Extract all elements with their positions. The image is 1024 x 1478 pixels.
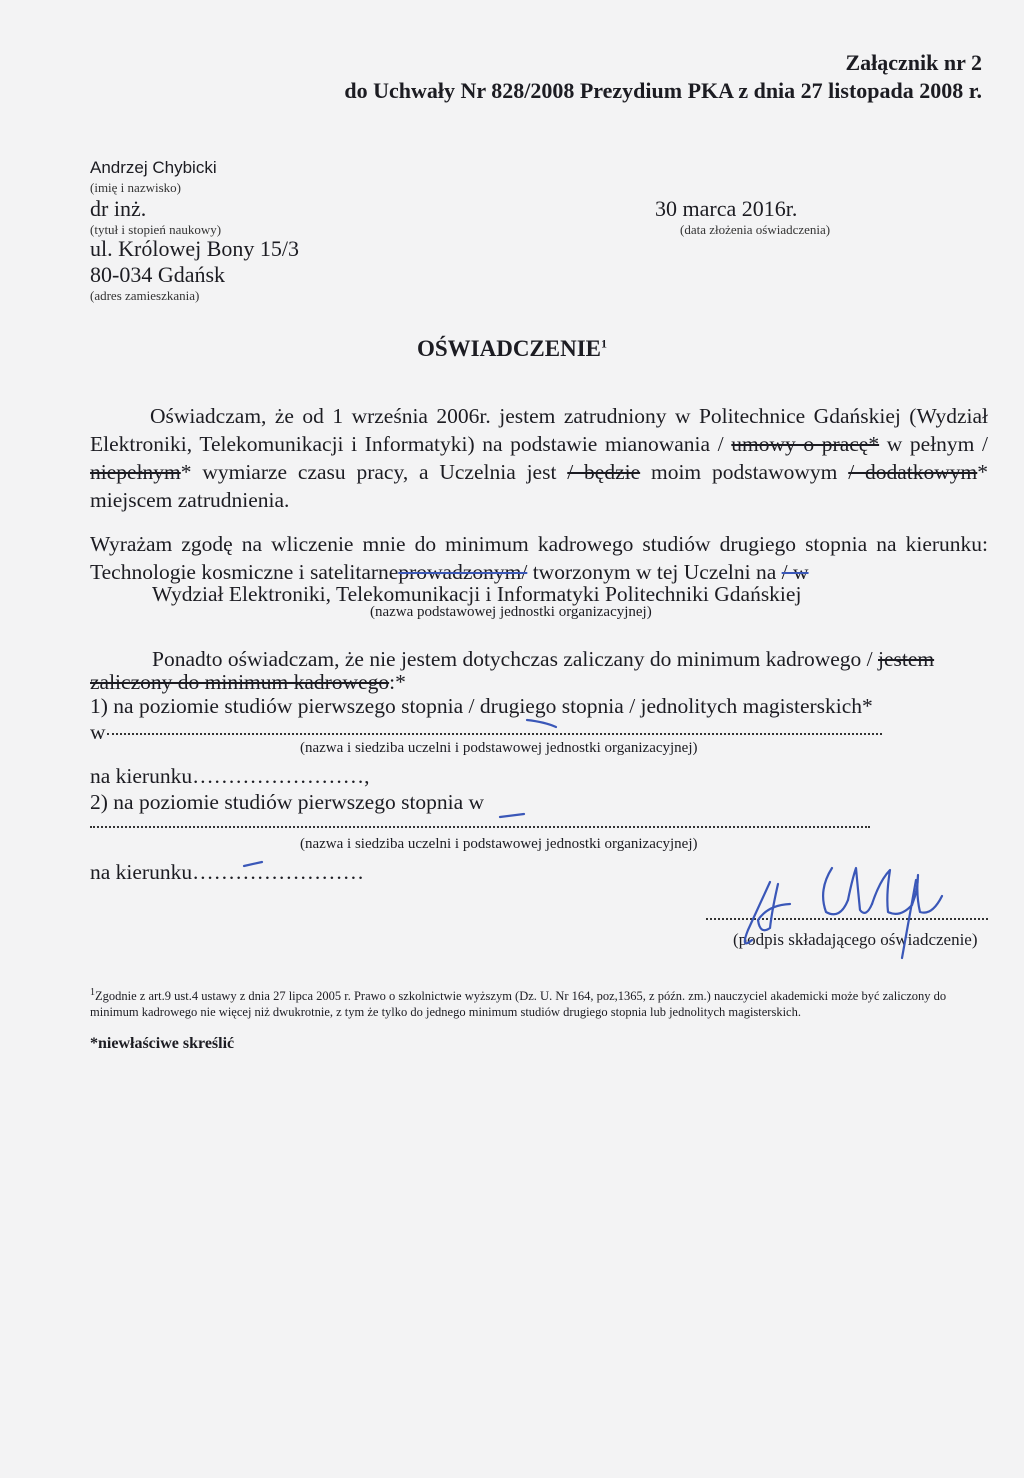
strike-note: *niewłaściwe skreślić: [90, 1035, 235, 1052]
declaration-date: 30 marca 2016r.: [655, 196, 798, 221]
footnote-mark: 1: [90, 987, 95, 998]
para1-line2b: w pełnym /: [886, 432, 989, 456]
field-of-study: Technologie kosmiczne i satelitarne: [90, 560, 399, 584]
declarant-name: Andrzej Chybicki: [90, 158, 217, 177]
title-label: (tytuł i stopień naukowy): [90, 222, 222, 237]
para1-line2a: Elektroniki, Telekomunikacji i Informatyki) na podstawie mianowania /: [90, 432, 724, 456]
declarant-title: dr inż.: [90, 196, 147, 221]
para1-line1-text: Oświadczam, że od 1 września 2006r. jestem zatrudniony w Politechnice Gdańskiej (Wydział: [150, 404, 988, 428]
para1-line3b: moim podstawowym: [650, 460, 838, 484]
para1-line4: miejscem zatrudnienia.: [90, 488, 290, 512]
para1-line3c: *: [977, 460, 989, 484]
para3-line1a: Ponadto oświadczam, że nie jestem dotychczas zaliczany do minimum kadrowego /: [152, 647, 873, 671]
title-footnote-mark: 1: [601, 336, 608, 351]
struck-i-am: jestem: [878, 647, 935, 671]
struck-w: / w: [781, 560, 809, 584]
unit-label: (nazwa podstawowej jednostki organizacyjnej): [370, 604, 652, 620]
address-label: (adres zamieszkania): [90, 288, 200, 303]
struck-additional: / dodatkowym: [848, 460, 978, 484]
item1-kierunek: na kierunku……………………,: [90, 764, 370, 788]
address-city: 80-034 Gdańsk: [90, 262, 226, 287]
pen-dash-mark-2: [244, 862, 262, 866]
attachment-number: Załącznik nr 2: [845, 50, 982, 75]
signature-label: (podpis składającego oświadczenie): [733, 930, 978, 949]
organizational-unit: Wydział Elektroniki, Telekomunikacji i Informatyki Politechniki Gdańskiej: [152, 582, 802, 606]
para1-line3a: * wymiarze czasu pracy, a Uczelnia jest: [180, 460, 557, 484]
signature-icon: [745, 868, 942, 958]
address-street: ul. Królowej Bony 15/3: [90, 236, 299, 261]
item1-label: (nazwa i siedziba uczelni i podstawowej jednostki organizacyjnej): [300, 740, 698, 756]
item1-level: 1) na poziomie studiów pierwszego stopnia / drugiego stopnia / jednolitych magisterskich*: [90, 694, 873, 718]
footnote-text: Zgodnie z art.9 ust.4 ustawy z dnia 27 lipca 2005 r. Prawo o szkolnictwie wyższym (Dz. U. Nr 164, poz,1365, z późn. zm.) nauczyciel akademicki może być zaliczony do minimum kadrowego nie więcej niż dwukrotnie, z tym że tylko do jednego minimum studiów drugiego stopnia lub jednolitych magisterskich.: [90, 989, 947, 1020]
para2-line1-text: Wyrażam zgodę na wliczenie mnie do minimum kadrowego studiów drugiego stopnia na kierunku:: [90, 532, 988, 556]
name-label: (imię i nazwisko): [90, 180, 181, 195]
struck-counted: zaliczony do minimum kadrowego: [90, 670, 390, 694]
struck-employment-contract: umowy o pracę*: [731, 432, 880, 456]
para2-line2b: tworzonym w tej Uczelni na: [532, 560, 777, 584]
pen-underline-mark: [527, 720, 556, 727]
struck-part-time: niepełnym: [90, 460, 181, 484]
struck-conducted: prowadzonym/: [398, 560, 528, 584]
item2-kierunek: na kierunku……………………: [90, 860, 365, 884]
item1-w: w: [90, 720, 106, 744]
para3-line2b: :*: [389, 670, 406, 694]
item2-level: 2) na poziomie studiów pierwszego stopnia w: [90, 790, 485, 814]
struck-will-be: / będzie: [567, 460, 641, 484]
item2-label: (nazwa i siedziba uczelni i podstawowej jednostki organizacyjnej): [300, 836, 698, 852]
footnote: [90, 985, 970, 1020]
resolution-reference: do Uchwały Nr 828/2008 Prezydium PKA z dnia 27 listopada 2008 r.: [344, 78, 982, 103]
pen-dash-mark: [500, 814, 524, 817]
date-label: (data złożenia oświadczenia): [680, 222, 831, 237]
title-text: OŚWIADCZENIE: [416, 336, 602, 361]
